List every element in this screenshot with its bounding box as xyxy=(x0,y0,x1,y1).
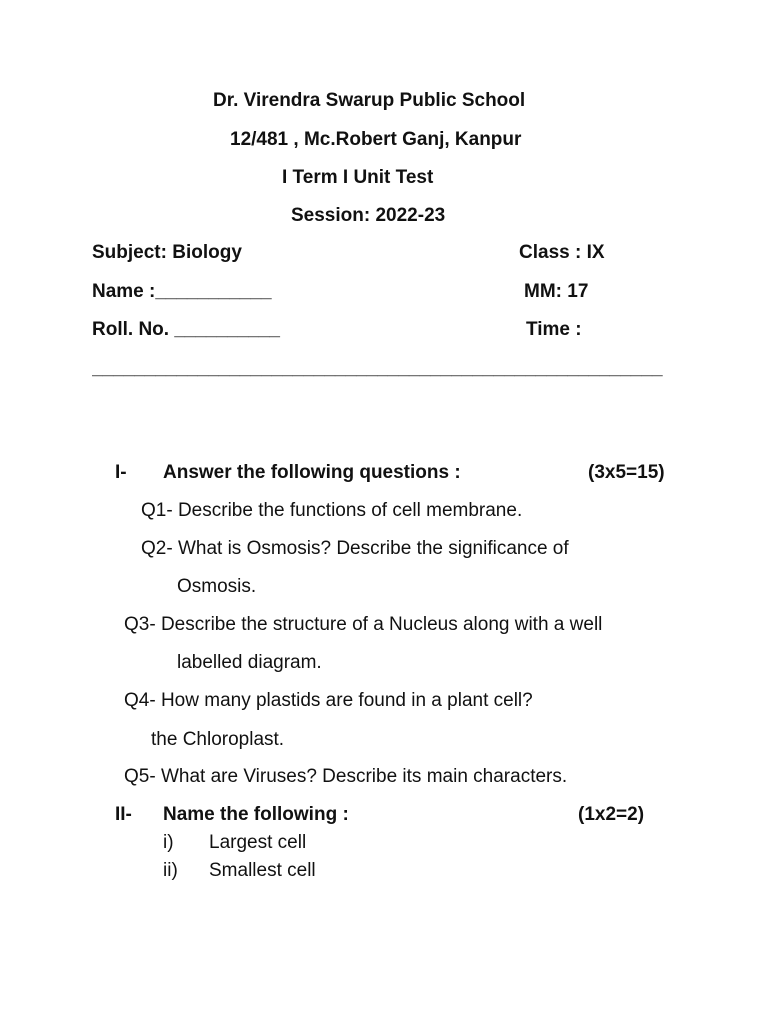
school-address: 12/481 , Mc.Robert Ganj, Kanpur xyxy=(230,129,522,150)
time: Time : xyxy=(526,319,582,340)
question-3-line-1: Q3- Describe the structure of a Nucleus along with a well xyxy=(124,614,603,635)
question-2-line-1: Q2- What is Osmosis? Describe the significance of xyxy=(141,538,569,559)
list-item-number: i) xyxy=(163,832,174,853)
session: Session: 2022-23 xyxy=(291,205,446,226)
name-field: Name :___________ xyxy=(92,281,272,302)
school-name: Dr. Virendra Swarup Public School xyxy=(213,90,526,111)
class: Class : IX xyxy=(519,242,605,263)
section-1-marks: (3x5=15) xyxy=(588,462,665,483)
question-4-line-2: the Chloroplast. xyxy=(151,729,285,750)
question-3-line-2: labelled diagram. xyxy=(177,652,322,673)
list-item: Largest cell xyxy=(209,832,307,853)
max-marks: MM: 17 xyxy=(524,281,589,302)
list-item-number: ii) xyxy=(163,860,178,881)
section-1-numeral: I- xyxy=(115,462,127,483)
question-2-line-2: Osmosis. xyxy=(177,576,257,597)
question-5: Q5- What are Viruses? Describe its main characters. xyxy=(124,766,568,787)
list-item: Smallest cell xyxy=(209,860,316,881)
subject: Subject: Biology xyxy=(92,242,242,263)
exam-title: I Term I Unit Test xyxy=(282,167,434,188)
section-1-title: Answer the following questions : xyxy=(163,462,461,483)
section-2-title: Name the following : xyxy=(163,804,349,825)
roll-no-field: Roll. No. __________ xyxy=(92,319,280,340)
divider-rule: ______________________________________________________ xyxy=(92,358,663,379)
question-1: Q1- Describe the functions of cell membrane. xyxy=(141,500,523,521)
section-2-marks: (1x2=2) xyxy=(578,804,645,825)
question-4-line-1: Q4- How many plastids are found in a plant cell? xyxy=(124,690,533,711)
section-2-numeral: II- xyxy=(115,804,132,825)
